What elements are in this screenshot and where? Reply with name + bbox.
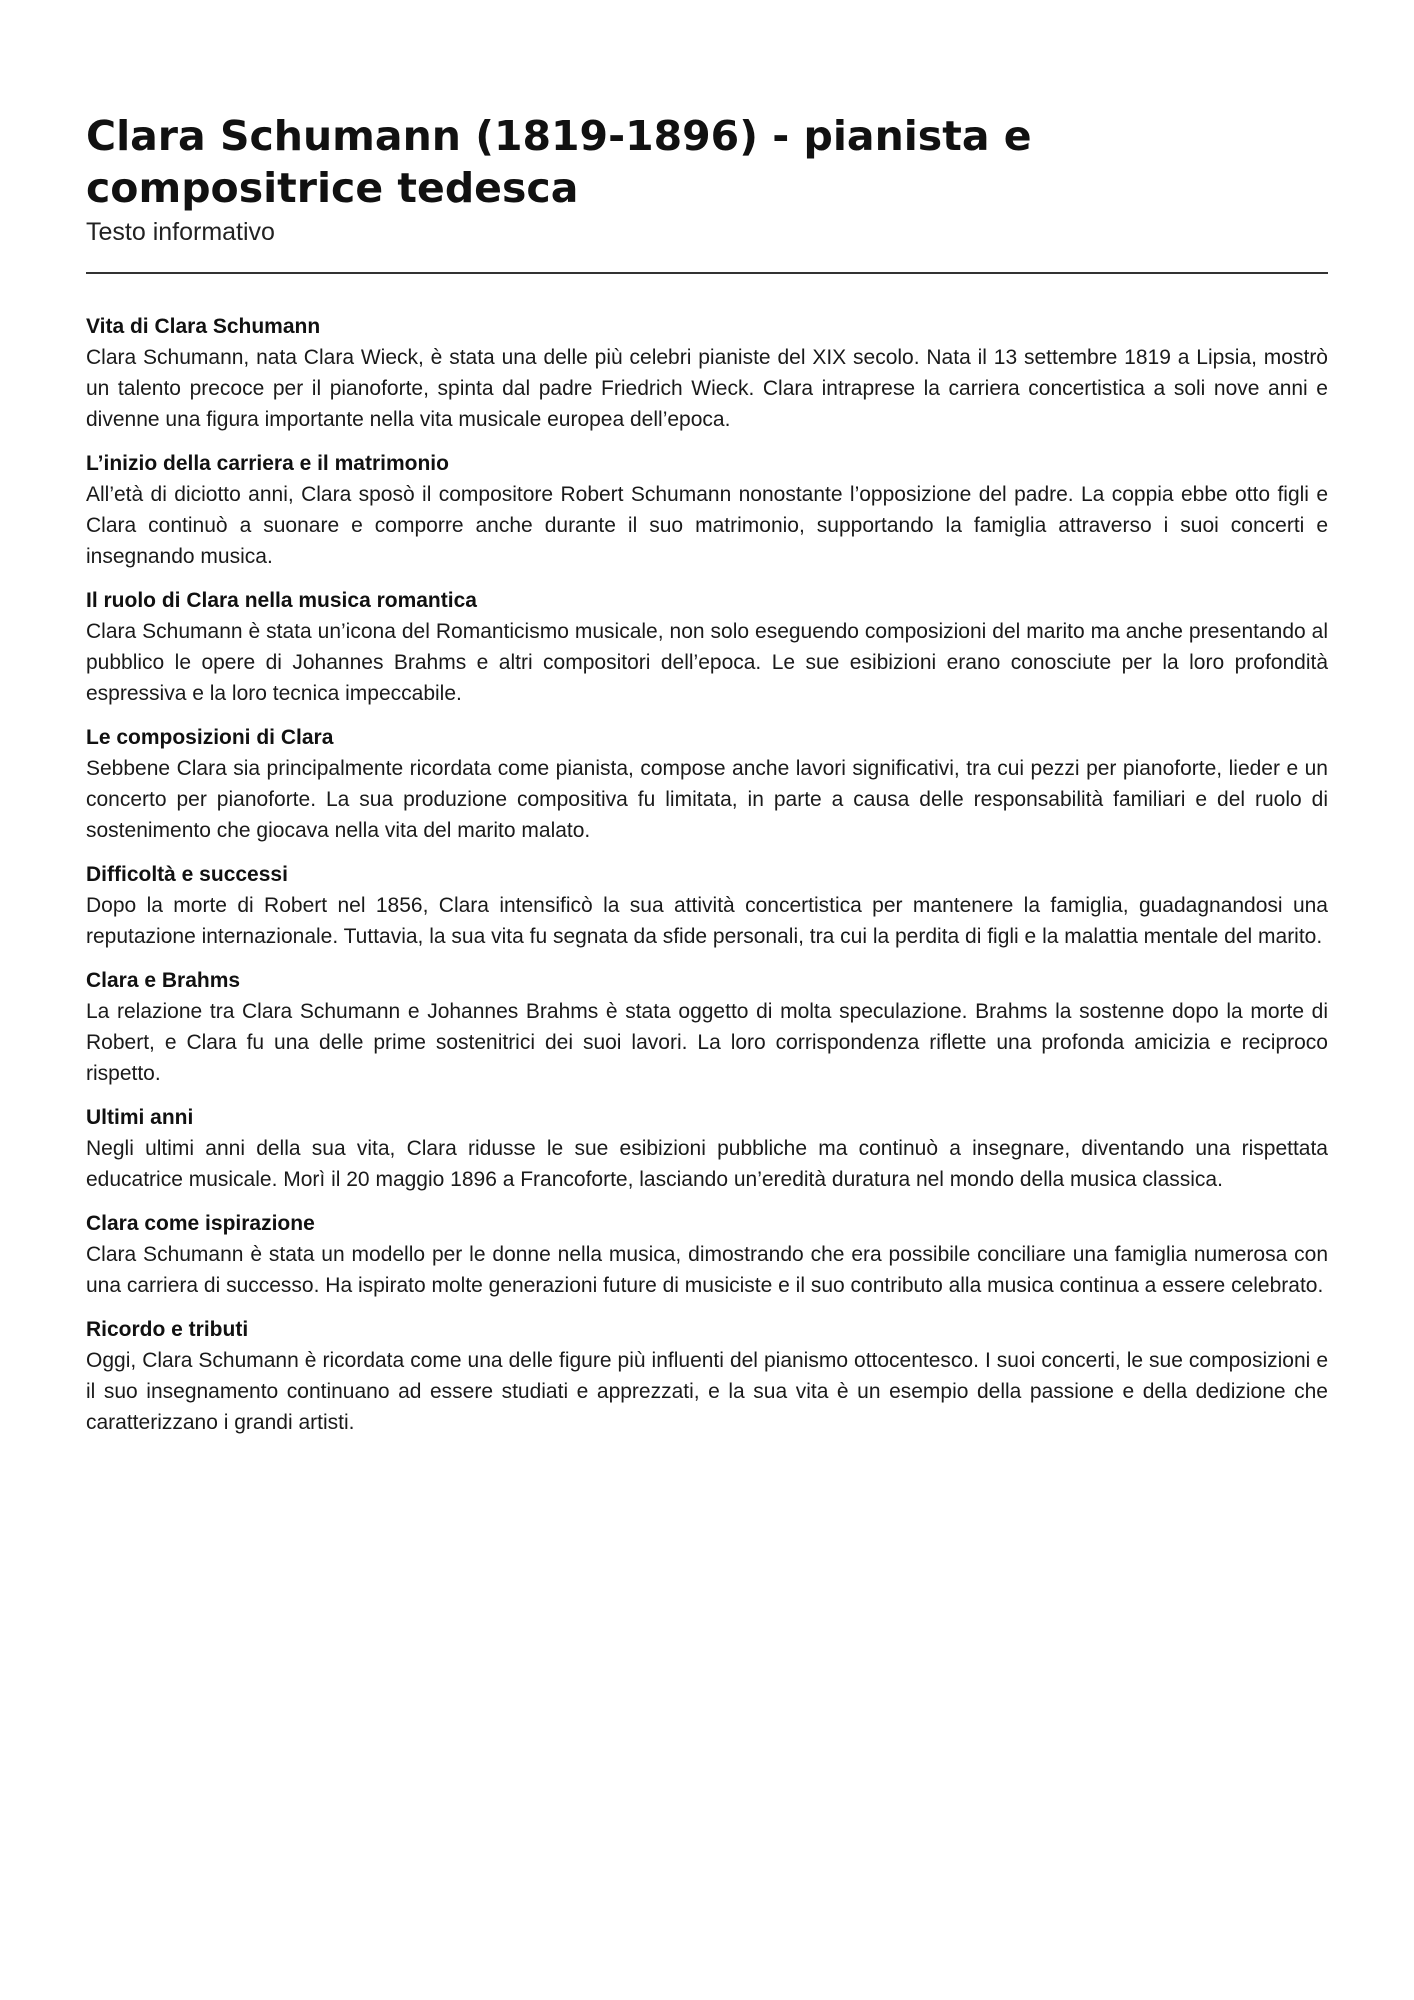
section-body: Oggi, Clara Schumann è ricordata come una delle figure più influenti del pianismo ottocentesco. I suoi concerti, le sue composizioni e il suo insegnamento continuano ad essere studiati e apprezzati, e la sua vita è un esempio della passione e della dedizione che caratterizzano i grandi artisti.: [86, 1349, 1328, 1434]
section-heading: Le composizioni di Clara: [86, 726, 334, 749]
section-composizioni: [86, 723, 1328, 846]
section-body: Sebbene Clara sia principalmente ricordata come pianista, compose anche lavori significativi, tra cui pezzi per pianoforte, lieder e un concerto per pianoforte. La sua produzione compositiva fu limitata, in parte a causa delle responsabilità familiari e del ruolo di sostenimento che giocava nella vita del marito malato.: [86, 757, 1328, 842]
sections-container: [86, 312, 1328, 1438]
section-body: All’età di diciotto anni, Clara sposò il compositore Robert Schumann nonostante l’opposizione del padre. La coppia ebbe otto figli e Clara continuò a suonare e comporre anche durante il suo matrimonio, supportando la famiglia attraverso i suoi concerti e insegnando musica.: [86, 483, 1328, 568]
section-heading: Clara e Brahms: [86, 969, 241, 992]
document-subtitle: Testo informativo: [86, 218, 275, 246]
section-heading: Il ruolo di Clara nella musica romantica: [86, 589, 477, 612]
section-ricordo-tributi: [86, 1315, 1328, 1438]
section-clara-brahms: [86, 966, 1328, 1089]
section-heading: Ultimi anni: [86, 1106, 194, 1129]
section-body: Dopo la morte di Robert nel 1856, Clara intensificò la sua attività concertistica per mantenere la famiglia, guadagnandosi una reputazione internazionale. Tuttavia, la sua vita fu segnata da sfide personali, tra cui la perdita di figli e la malattia mentale del marito.: [86, 894, 1328, 948]
section-body: Negli ultimi anni della sua vita, Clara ridusse le sue esibizioni pubbliche ma continuò a insegnare, diventando una rispettata educatrice musicale. Morì il 20 maggio 1896 a Francoforte, lasciando un’eredità duratura nel mondo della musica classica.: [86, 1137, 1328, 1191]
section-carriera-matrimonio: [86, 449, 1328, 572]
section-body: Clara Schumann è stata un’icona del Romanticismo musicale, non solo eseguendo composizioni del marito ma anche presentando al pubblico le opere di Johannes Brahms e altri compositori dell’epoca. Le sue esibizioni erano conosciute per la loro profondità espressiva e la loro tecnica impeccabile.: [86, 620, 1328, 705]
section-ispirazione: [86, 1209, 1328, 1301]
title-divider: [86, 272, 1328, 274]
section-heading: Clara come ispirazione: [86, 1212, 315, 1235]
section-ultimi-anni: [86, 1103, 1328, 1195]
section-heading: Difficoltà e successi: [86, 863, 288, 886]
section-difficolta-successi: [86, 860, 1328, 952]
section-body: La relazione tra Clara Schumann e Johannes Brahms è stata oggetto di molta speculazione. Brahms la sostenne dopo la morte di Robert, e Clara fu una delle prime sostenitrici dei suoi lavori. La loro corrispondenza riflette una profonda amicizia e reciproco rispetto.: [86, 1000, 1328, 1085]
section-body: Clara Schumann è stata un modello per le donne nella musica, dimostrando che era possibile conciliare una famiglia numerosa con una carriera di successo. Ha ispirato molte generazioni future di musiciste e il suo contributo alla musica continua a essere celebrato.: [86, 1243, 1328, 1297]
document-title: Clara Schumann (1819-1896) - pianista e compositrice tedesca: [86, 112, 1032, 212]
section-heading: Vita di Clara Schumann: [86, 315, 321, 338]
section-body: Clara Schumann, nata Clara Wieck, è stata una delle più celebri pianiste del XIX secolo. Nata il 13 settembre 1819 a Lipsia, mostrò un talento precoce per il pianoforte, spinta dal padre Friedrich Wieck. Clara intraprese la carriera concertistica a soli nove anni e divenne una figura importante nella vita musicale europea dell’epoca.: [86, 346, 1328, 431]
section-musica-romantica: [86, 586, 1328, 709]
section-vita: [86, 312, 1328, 435]
section-heading: L’inizio della carriera e il matrimonio: [86, 452, 449, 475]
section-heading: Ricordo e tributi: [86, 1318, 249, 1341]
